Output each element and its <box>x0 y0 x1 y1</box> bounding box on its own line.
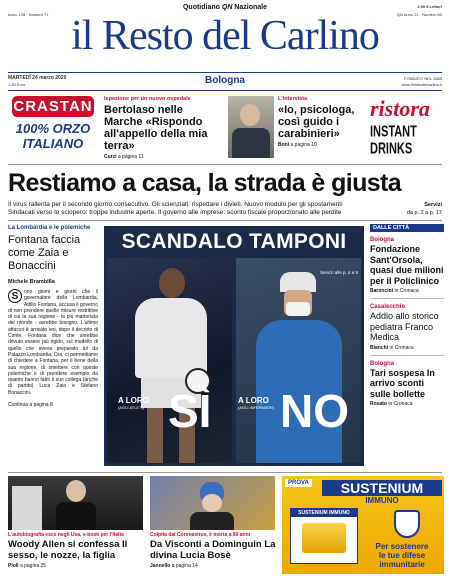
right-caption-b: (AGLI INFERMIERI) <box>238 405 275 410</box>
story-headline: Bertolaso nelle Marche «Rispondo all'appello della mia terra» <box>104 104 208 152</box>
bottom-rule <box>8 472 442 473</box>
services-pages: da p. 2 a p. 17 <box>406 210 442 216</box>
story-kicker: Ispezione per un nuovo ospedale <box>104 96 191 102</box>
story-page: a pagina 10 <box>290 142 317 148</box>
masthead-prefix: Quotidiano <box>182 4 220 11</box>
main-headline[interactable]: Restiamo a casa, la strada è giusta <box>8 169 402 197</box>
ad-shield-icon <box>394 510 420 538</box>
item-headline: Addio allo storico pediatra Franco Medica <box>370 311 439 342</box>
crastan-line2: ITALIANO <box>22 136 84 151</box>
left-caption-b: (AGLI ATLETI) <box>118 405 144 410</box>
item-byline: Baroncini <box>370 288 394 294</box>
story-page: a pagina 11 <box>117 154 144 160</box>
left-column[interactable] <box>8 224 98 408</box>
masthead-rule <box>8 72 442 73</box>
issue-date: MARTEDÌ 24 marzo 2020 <box>8 75 67 81</box>
ad-prova-badge: PROVA <box>285 479 312 487</box>
main-services <box>407 201 442 217</box>
item-headline: Fondazione Sant'Orsola, quasi due milioni per il Policlinico <box>370 244 444 286</box>
crastan-logo: CRASTAN <box>13 98 93 115</box>
ad-sub: IMMUNO <box>365 496 399 505</box>
item-headline: Tari sospesa In arrivo sconti sulle bollette <box>370 367 435 399</box>
story-byline: Ploll <box>8 563 19 569</box>
sustenium-ad[interactable] <box>282 476 444 574</box>
left-continue[interactable]: Continua a pagina 8 <box>8 402 53 409</box>
top-story-bertolaso[interactable] <box>104 96 224 161</box>
services-label: Servizi <box>424 202 442 208</box>
ad-box-label: SUSTENIUM IMMUNO <box>291 509 357 517</box>
item-kicker: Casalecchio <box>370 304 406 310</box>
newspaper-title[interactable]: il Resto del Carlino <box>71 13 379 59</box>
ristora-ad[interactable] <box>370 96 444 160</box>
story-byline: Curzi <box>104 154 117 160</box>
psychologist-photo <box>228 96 274 158</box>
story-byline: Jannello <box>150 563 171 569</box>
ristora-tagline: INSTANT DRINKS <box>370 124 417 158</box>
story-headline: «Io, psicologa, così guido i carabinieri» <box>278 104 355 140</box>
left-caption-a: A LORO <box>118 396 149 405</box>
website[interactable]: www.ilrestodelcarlino.it <box>401 82 442 87</box>
issue-price: 1,50 Euro <box>8 82 26 87</box>
ad-brand: SUSTENIUM <box>322 480 442 496</box>
top-rule <box>8 164 442 165</box>
left-kicker: La Lombardia e le polemiche <box>8 225 91 231</box>
left-body: ono giorni e giorni che il governatore della Lombardia, Attilio Fontana, accusa il governo di non prendere quelle misure restrittive di cui la sua regione - la più martoriata del mondo - avrebbe bisogno. L'ultimo attacco è arrivato ieri, dopo il decreto di Conte. Fontana dice che avrebbe dovuto essere più rigido, sul modello di quello che aveva preparato lui da Palazzo Lombardia. Ora, ci permettiamo di chiedere a Fontana, per il bene della sua regione, di smettere con queste polemiche e di prendere esempio da quanto hanno fatto il suo collega (anche di partito) Luca Zaia e Stefano Bonaccini. <box>8 289 98 396</box>
feature-banner: SCANDALO TAMPONI <box>121 230 347 253</box>
date-rule <box>8 90 442 91</box>
story-kicker: L'autobiografia esce negli Usa, e-book per l'Italia <box>8 532 124 538</box>
edition-city: Bologna <box>205 75 245 86</box>
right-item-santorsola[interactable] <box>370 236 444 294</box>
top-story-psicologa[interactable] <box>278 96 366 149</box>
dropcap: S <box>8 289 22 303</box>
main-subhead-2: Sindacati verso lo sciopero: troppe industrie aperte. Il governo alle imprese: sconto fiscale proporzionato alle perdite <box>8 209 342 216</box>
crastan-ad[interactable] <box>8 96 98 160</box>
right-caption-a: A LORO <box>238 396 269 405</box>
right-item-tari[interactable] <box>370 360 444 408</box>
feature-big-no: NO <box>280 385 349 437</box>
item-where: in Cronaca <box>388 401 413 407</box>
ad-line1: Per sostenere <box>375 542 429 551</box>
item-kicker: Bologna <box>370 237 394 243</box>
right-column <box>370 224 444 407</box>
bottom-story-bose[interactable] <box>150 532 280 569</box>
left-author: Michele Brambilla <box>8 279 55 285</box>
item-where: in Cronaca <box>394 288 419 294</box>
main-subhead-1: Il virus rallenta per il secondo giorno consecutivo. Gli scienziati: rispettare i divieti. Nuovo modulo per gli spostamenti <box>8 201 343 208</box>
main-rule <box>8 220 442 221</box>
bottom-story-woody[interactable] <box>8 532 148 569</box>
ad-product-box <box>290 508 358 564</box>
story-kicker: L'intervista <box>278 96 308 102</box>
masthead-suffix: Nazionale <box>234 4 268 11</box>
woody-allen-photo <box>8 476 143 530</box>
right-item-pediatra[interactable] <box>370 303 444 351</box>
issue-meta: Anno 135 · Numero 71 <box>8 12 49 17</box>
feature-services: Servizi alle p. 4 e 5 <box>319 270 358 275</box>
story-page: a pagina 25 <box>19 563 47 569</box>
item-where: in Cronaca <box>389 344 414 351</box>
masthead-right-meta-2: QN Anno 21 · Numero 83 <box>396 12 442 17</box>
right-section-header: DALLE CITTÀ <box>370 224 444 232</box>
founded-note: FONDATO NEL 1885 <box>404 76 442 81</box>
ristora-logo: ristora <box>370 96 430 121</box>
left-headline: Fontana faccia come Zaia e Bonaccini <box>8 234 81 272</box>
feature-big-si: SÌ <box>168 385 212 437</box>
crastan-line1: 100% ORZO <box>15 121 91 136</box>
item-byline: Rosato <box>370 401 387 407</box>
story-kicker: Colpita dal Coronavirus, è morta a 89 anni <box>150 532 251 538</box>
item-kicker: Bologna <box>370 360 394 367</box>
scandalo-tamponi-feature[interactable] <box>104 226 364 466</box>
lucia-bose-photo <box>150 476 275 530</box>
story-page: a pagina 14 <box>171 563 198 569</box>
masthead-right-meta-1: 2,00 € Lettori <box>417 4 442 9</box>
story-headline: Woody Allen si confessa Il sesso, le nozze, la figlia <box>8 539 128 561</box>
ad-line2: le tue difese <box>378 551 426 560</box>
qn-logo: QN <box>221 4 233 11</box>
story-headline: Da Visconti a Dominguin La divina Lucia Bosè <box>150 539 276 561</box>
item-byline: Bianchi <box>370 344 389 351</box>
story-byline: Boni <box>278 142 290 148</box>
ad-line3: immunitarie <box>379 560 425 569</box>
masthead-kicker <box>170 4 280 11</box>
